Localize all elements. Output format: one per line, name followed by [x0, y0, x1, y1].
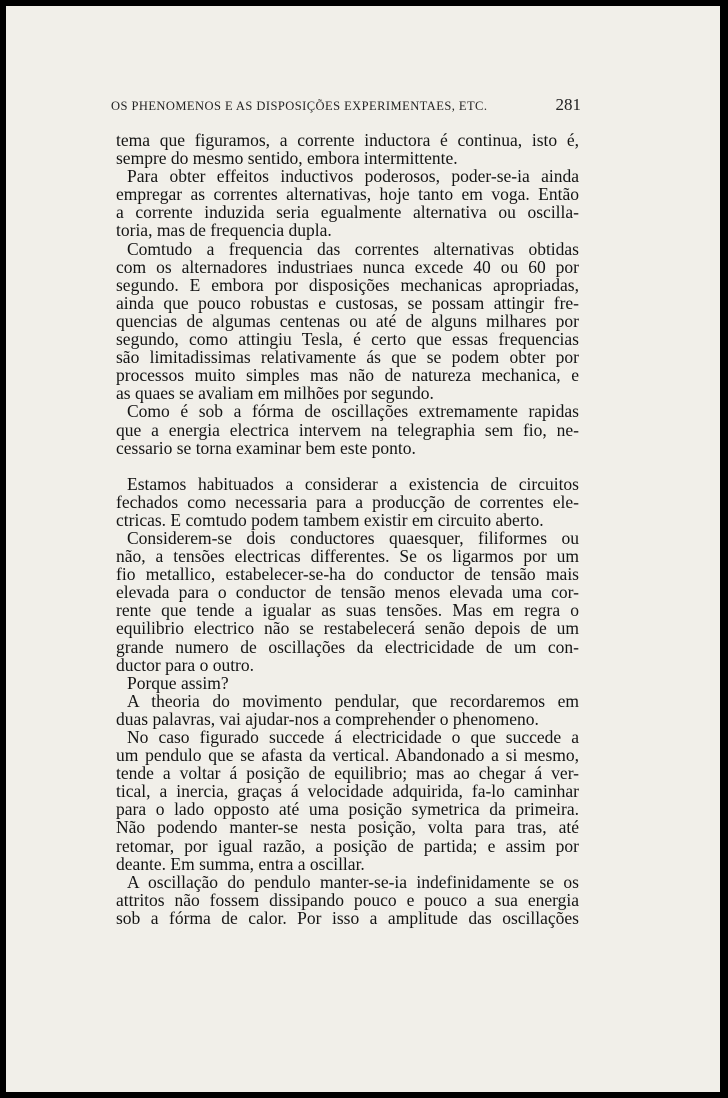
text-line: não, a tensões electricas differentes. Se os ligarmos por um: [116, 546, 579, 567]
text-line: as quaes se avaliam em milhões por segundo.: [116, 383, 434, 404]
text-line: processos muito simples mas não de natureza mechanica, e: [116, 365, 579, 386]
text-line: com os alternadores industriaes nunca excede 40 ou 60 por: [116, 256, 579, 277]
paragraph: [116, 240, 579, 403]
text-line: cessario se torna examinar bem este ponto.: [116, 437, 416, 458]
text-line: toria, mas de frequencia dupla.: [116, 220, 332, 241]
text-line: grande numero de oscillações da electricidade de um con-: [116, 636, 579, 657]
paragraph: [116, 167, 579, 239]
text-line: Porque assim?: [127, 672, 229, 693]
text-line: deante. Em summa, entra a oscillar.: [116, 853, 365, 874]
running-header: [111, 95, 581, 115]
text-line: fechados como necessaria para a producção de correntes ele-: [116, 491, 579, 512]
text-line: tical, a inercia, graças á velocidade adquirida, fa-lo caminhar: [116, 781, 579, 802]
paragraph: [116, 529, 579, 674]
text-line: rente que tende a igualar as suas tensões. Mas em regra o: [116, 600, 579, 621]
paragraph: [116, 674, 579, 692]
paragraph: [116, 402, 579, 456]
text-line: empregar as correntes alternativas, hoje tanto em voga. Então: [116, 184, 579, 205]
text-line: Para obter effeitos inductivos poderosos, poder-se-ia ainda: [127, 166, 579, 187]
text-line: um pendulo que se afasta da vertical. Abandonado a si mesmo,: [116, 745, 579, 766]
text-line: tema que figuramos, a corrente inductora é continua, isto é,: [116, 130, 579, 150]
text-line: A oscillação do pendulo manter-se-ia indefinidamente se os: [127, 871, 579, 892]
running-title: OS PHENOMENOS E AS DISPOSIÇÕES EXPERIMENTAES, ETC.: [111, 99, 488, 113]
text-line: tende a voltar á posição de equilibrio; mas ao chegar á ver-: [116, 763, 579, 784]
text-line: retomar, por igual razão, a posição de partida; e assim por: [116, 835, 579, 856]
paragraph: [116, 475, 579, 529]
text-line: Estamos habituados a considerar a existencia de circuitos: [127, 473, 579, 494]
text-line: No caso figurado succede á electricidade o que succede a: [127, 727, 579, 747]
page-number: 281: [555, 95, 581, 114]
text-line: duas palavras, vai ajudar-nos a comprehender o phenomeno.: [116, 708, 539, 729]
text-line: para o lado opposto até uma posição symetrica da primeira.: [116, 799, 579, 820]
text-line: quencias de algumas centenas ou até de alguns milhares por: [116, 310, 579, 331]
text-line: Não podendo manter-se nesta posição, volta para tras, até: [116, 817, 579, 838]
text-line: segundo. E embora por disposições mechanicas apropriadas,: [116, 274, 579, 295]
text-line: ductor para o outro.: [116, 654, 255, 675]
text-line: sob a fórma de calor. Por isso a amplitude das oscillações: [116, 907, 579, 928]
text-line: Comtudo a frequencia das correntes alternativas obtidas: [127, 238, 579, 259]
text-line: são limitadissimas relativamente ás que se podem obter por: [116, 347, 579, 368]
text-line: ainda que pouco robustas e custosas, se possam attingir fre-: [116, 292, 579, 313]
text-line: A theoria do movimento pendular, que recordaremos em: [127, 690, 579, 711]
text-line: ctricas. E comtudo podem tambem existir em circuito aberto.: [116, 509, 544, 530]
section-break: [116, 457, 579, 475]
text-line: sempre do mesmo sentido, embora intermittente.: [116, 148, 458, 169]
paragraph: [116, 131, 579, 167]
body-text: [116, 131, 579, 927]
text-line: a corrente induzida seria egualmente alternativa ou oscilla-: [116, 202, 579, 223]
text-line: attritos não fossem dissipando pouco e pouco a sua energia: [116, 889, 579, 910]
paragraph: [116, 728, 579, 873]
paragraph: [116, 692, 579, 728]
text-line: elevada para o conductor de tensão menos elevada uma cor-: [116, 582, 579, 603]
text-line: que a energia electrica intervem na telegraphia sem fio, ne-: [116, 419, 579, 440]
text-line: equilibrio electrico não se restabelecerá senão depois de um: [116, 618, 579, 639]
paragraph: [116, 873, 579, 927]
book-page: [6, 6, 720, 1092]
text-line: fio metallico, estabelecer-se-ha do conductor de tensão mais: [116, 564, 579, 585]
text-line: Como é sob a fórma de oscillações extremamente rapidas: [127, 401, 579, 422]
text-line: Considerem-se dois conductores quaesquer, filiformes ou: [127, 527, 579, 548]
text-line: segundo, como attingiu Tesla, é certo que essas frequencias: [116, 329, 579, 350]
